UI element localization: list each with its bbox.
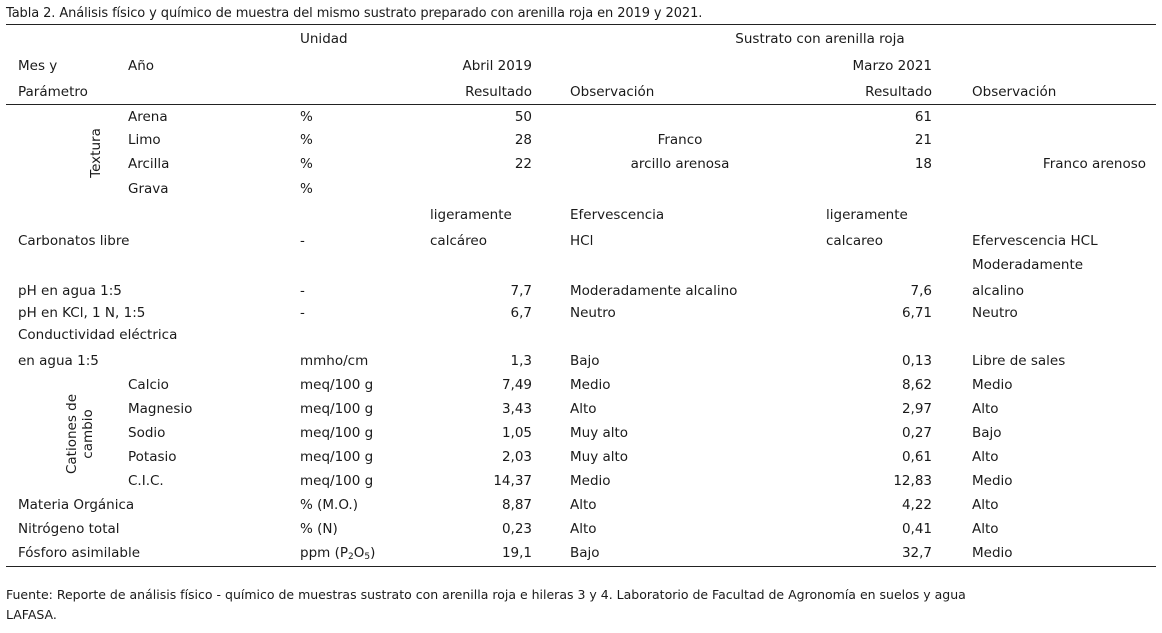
textura-group-label: Textura <box>88 128 104 178</box>
top-rule <box>6 24 1156 25</box>
bottom-rule <box>6 566 1156 567</box>
cationes-group-label: Cationes de cambio <box>64 393 96 475</box>
source-footnote: Fuente: Reporte de análisis físico - químico de muestras sustrato con arenilla roja e hileras 3 y 4. Laboratorio de Facultad de Agronomía en suelos y agua LAFASA. <box>6 587 966 622</box>
header-resultado-2019: Resultado <box>465 84 532 100</box>
header-observacion-2021: Observación <box>972 84 1057 100</box>
header-resultado-2021: Resultado <box>865 84 932 100</box>
header-group-title: Sustrato con arenilla roja <box>735 31 905 47</box>
header-anio: Año <box>128 58 155 74</box>
fosforo-unit: ppm $(P_2O_5)$ <box>300 545 376 562</box>
table-caption: Tabla 2. Análisis físico y químico de muestra del mismo sustrato preparado con arenilla roja en 2019 y 2021. <box>6 6 703 21</box>
header-unidad: Unidad <box>300 31 348 47</box>
header-rule <box>6 104 1156 105</box>
header-marzo-2021: Marzo 2021 <box>852 58 932 74</box>
header-mes-y: Mes y <box>18 58 58 74</box>
document-page: Tabla 2. Análisis físico y químico de muestra del mismo sustrato preparado con arenilla roja en 2019 y 2021. Unidad Sustrato con arenilla roja Mes y Año Abril 2019 Marzo 2021 Parámetro Resultado Observación Resultado Observación Textura Arena % 50 61 Limo % 28 Franco 21 Arcilla % 22 arcillo arenosa 18 Franco arenoso Grava % ligeramente Efervescencia ligeramente Carbonatos libre - calcáreo HCl calcareo Efervescencia HCL Moderadamente pH en agua 1:5 - 7,7 Moderadamente alcalino 7,6 alcalino pH en KCl, 1 N, 1:5 - 6,7 Neutro 6,71 Neutro Conductividad eléctrica en agua 1:5 mmho/cm 1,3 Bajo 0,13 Libre de sales Cationes de cambio Calcio meq/100 g 7,49 Medio 8,62 Medio Magnesio meq/100 g 3,43 Alto 2,97 Alto Sodio meq/100 g 1,05 Muy alto 0,27 Bajo Potasio meq/100 g 2,03 Muy alto 0,61 Alto C.I.C. meq/100 g 14,37 Medio 12,83 Medio Materia Orgánica % (M.O.) 8,87 Alto 4,22 Alto Nitrógeno total % (N) 0,23 Alto 0,41 Alto Fósforo asimilable ppm $(P_2O_5)$ 19,1 Bajo 32,7 Medio Fuente: Reporte de análisis físico - químico de muestras sustrato con arenilla roja e hileras 3 y 4. Laboratorio de Facultad de Agronomía en suelos y agua LAFASA. <box>0 0 1162 633</box>
header-observacion-2019: Observación <box>570 84 655 100</box>
header-abril-2019: Abril 2019 <box>462 58 532 74</box>
header-parametro: Parámetro <box>18 84 88 100</box>
